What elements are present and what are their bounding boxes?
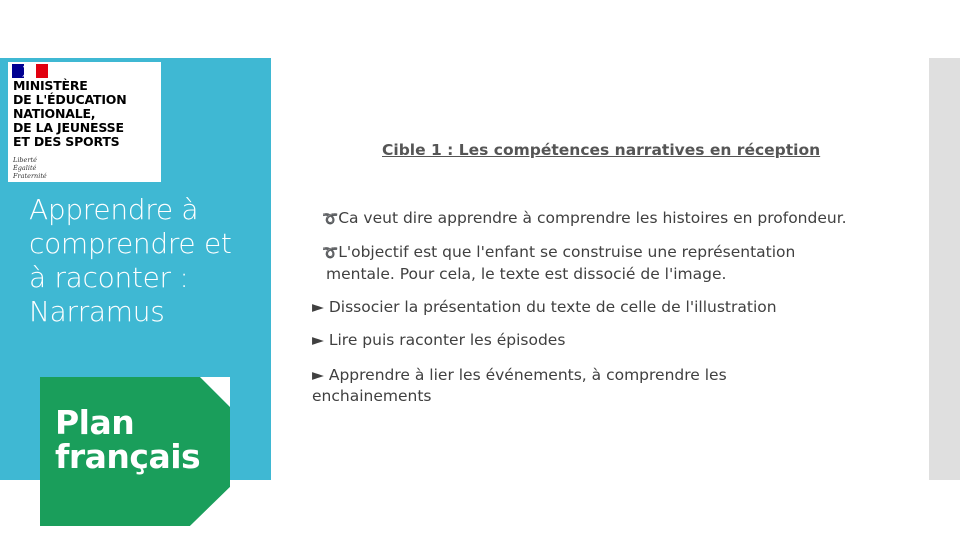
bullet-text: Lire puis raconter les épisodes [328, 331, 566, 349]
marianne-flag-icon [12, 64, 48, 78]
ministry-name: MINISTÈRE DE L'ÉDUCATION NATIONALE, DE LA JEUNESSE ET DES SPORTS [13, 78, 127, 149]
bullet-text: Dissocier la présentation du texte de celle de l'illustration [328, 298, 777, 316]
triangle-bullet-icon: ► [312, 366, 324, 384]
curved-arrow-bullet-icon: ➰ [322, 246, 339, 261]
side-strip [929, 58, 960, 480]
triangle-bullet-icon: ► [312, 298, 324, 316]
bullet-item [322, 242, 882, 285]
slide-title: Apprendre à comprendre et à raconter : Narramus [29, 193, 232, 328]
bullet-text: Ca veut dire apprendre à comprendre les histoires en profondeur. [338, 209, 847, 227]
triangle-bullet-icon: ► [312, 331, 324, 349]
bullet-text-line1: L'objectif est que l'enfant se construise une représentation [338, 243, 796, 261]
section-heading: Cible 1 : Les compétences narratives en réception [382, 141, 821, 159]
republic-motto: Liberté Égalité Fraternité [13, 156, 47, 180]
plan-francais-text: Plan français [55, 403, 201, 476]
bullet-text: Apprendre à lier les événements, à comprendre les enchainements [312, 366, 727, 405]
bullet-text-line2: mentale. Pour cela, le texte est dissocié de l'image. [326, 265, 727, 283]
bullet-item [312, 330, 565, 351]
ministry-logo [8, 62, 161, 182]
bullet-item [312, 297, 777, 318]
bullet-item [312, 365, 782, 407]
curved-arrow-bullet-icon: ➰ [322, 212, 339, 227]
bullet-item [322, 208, 847, 230]
